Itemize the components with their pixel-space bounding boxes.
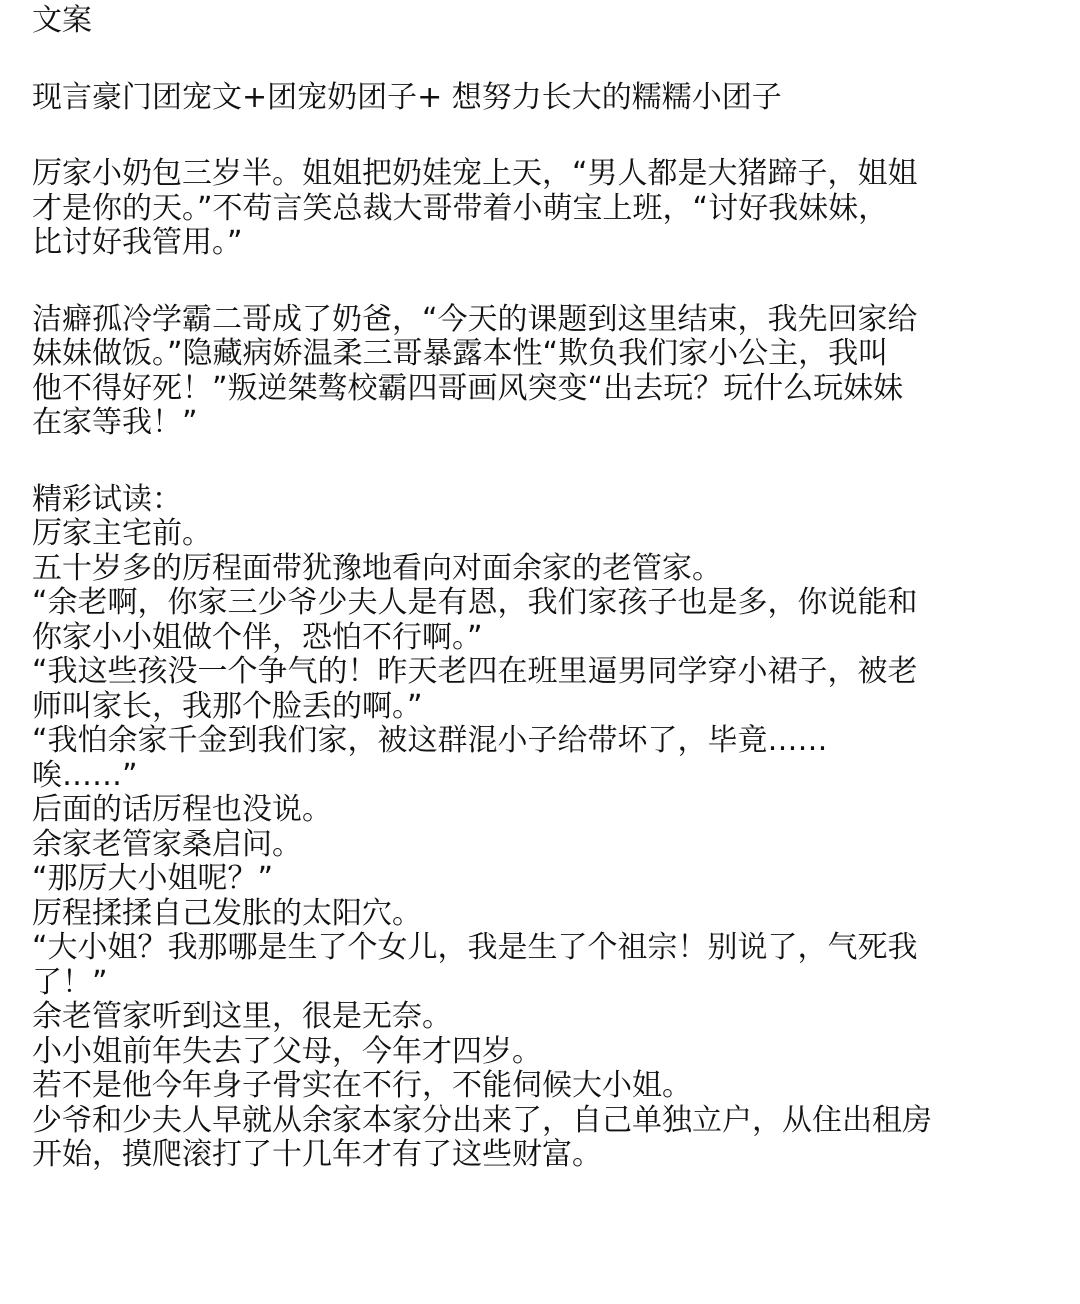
paragraph-gap [32, 441, 1032, 483]
excerpt-heading: 精彩试读： [32, 481, 182, 517]
intro-paragraph-2 [32, 303, 1032, 441]
text-line: 若不是他今年身子骨实在不行，不能伺候大小姐。 [32, 1068, 692, 1103]
text-line: 才是你的天。”不苟言笑总裁大哥带着小萌宝上班，“讨好我妹妹， [32, 190, 889, 226]
text-line: 比讨好我管用。” [32, 225, 243, 260]
tagline: 现言豪门团宠文+团宠奶团子+ 想努力长大的糯糯小团子 [32, 79, 782, 115]
paragraph-gap [32, 115, 1032, 157]
text-line: 厉程揉揉自己发胀的太阳穴。 [32, 895, 422, 931]
intro-paragraph-1 [32, 157, 1032, 261]
text-line: “大小姐？我那哪是生了个女儿，我是生了个祖宗！别说了，气死我 [32, 930, 918, 965]
excerpt-section [32, 483, 1032, 1173]
text-line: 开始，摸爬滚打了十几年才有了这些财富。 [32, 1137, 602, 1172]
text-line: 他不得好死！”叛逆桀骜校霸四哥画风突变“出去玩？玩什么玩妹妹 [32, 370, 904, 406]
text-line: 师叫家长，我那个脸丢的啊。” [32, 688, 423, 724]
text-line: 余老管家听到这里，很是无奈。 [32, 999, 452, 1034]
text-line: 了！” [32, 964, 108, 1000]
text-line: 在家等我！” [32, 405, 198, 440]
text-line: 五十岁多的厉程面带犹豫地看向对面余家的老管家。 [32, 550, 722, 586]
document-body [32, 4, 1032, 1173]
text-line: “我怕余家千金到我们家，被这群混小子给带坏了，毕竟…… [32, 723, 828, 758]
text-line: 少爷和少夫人早就从余家本家分出来了，自己单独立户，从住出租房 [32, 1102, 932, 1138]
text-line: “余老啊，你家三少爷少夫人是有恩，我们家孩子也是多，你说能和 [32, 585, 918, 620]
text-line: 小小姐前年失去了父母，今年才四岁。 [32, 1033, 542, 1069]
text-line: 厉家小奶包三岁半。姐姐把奶娃宠上天，“男人都是大猪蹄子，姐姐 [32, 156, 918, 191]
text-line: 余家老管家桑启问。 [32, 826, 302, 862]
document-heading: 文案 [32, 3, 92, 38]
text-line: 洁癖孤冷学霸二哥成了奶爸，“今天的课题到这里结束，我先回家给 [32, 301, 918, 337]
paragraph-gap [32, 39, 1032, 81]
text-line: 妹妹做饭。”隐藏病娇温柔三哥暴露本性“欺负我们家小公主，我叫 [32, 336, 889, 371]
text-line: 唉……” [32, 757, 138, 793]
text-line: 厉家主宅前。 [32, 516, 212, 551]
text-line: 你家小小姐做个伴，恐怕不行啊。” [32, 619, 483, 655]
text-line: “我这些孩没一个争气的！昨天老四在班里逼男同学穿小裙子，被老 [32, 654, 918, 689]
paragraph-gap [32, 261, 1032, 303]
text-line: 后面的话厉程也没说。 [32, 792, 332, 827]
text-line: “那厉大小姐呢？” [32, 861, 274, 896]
